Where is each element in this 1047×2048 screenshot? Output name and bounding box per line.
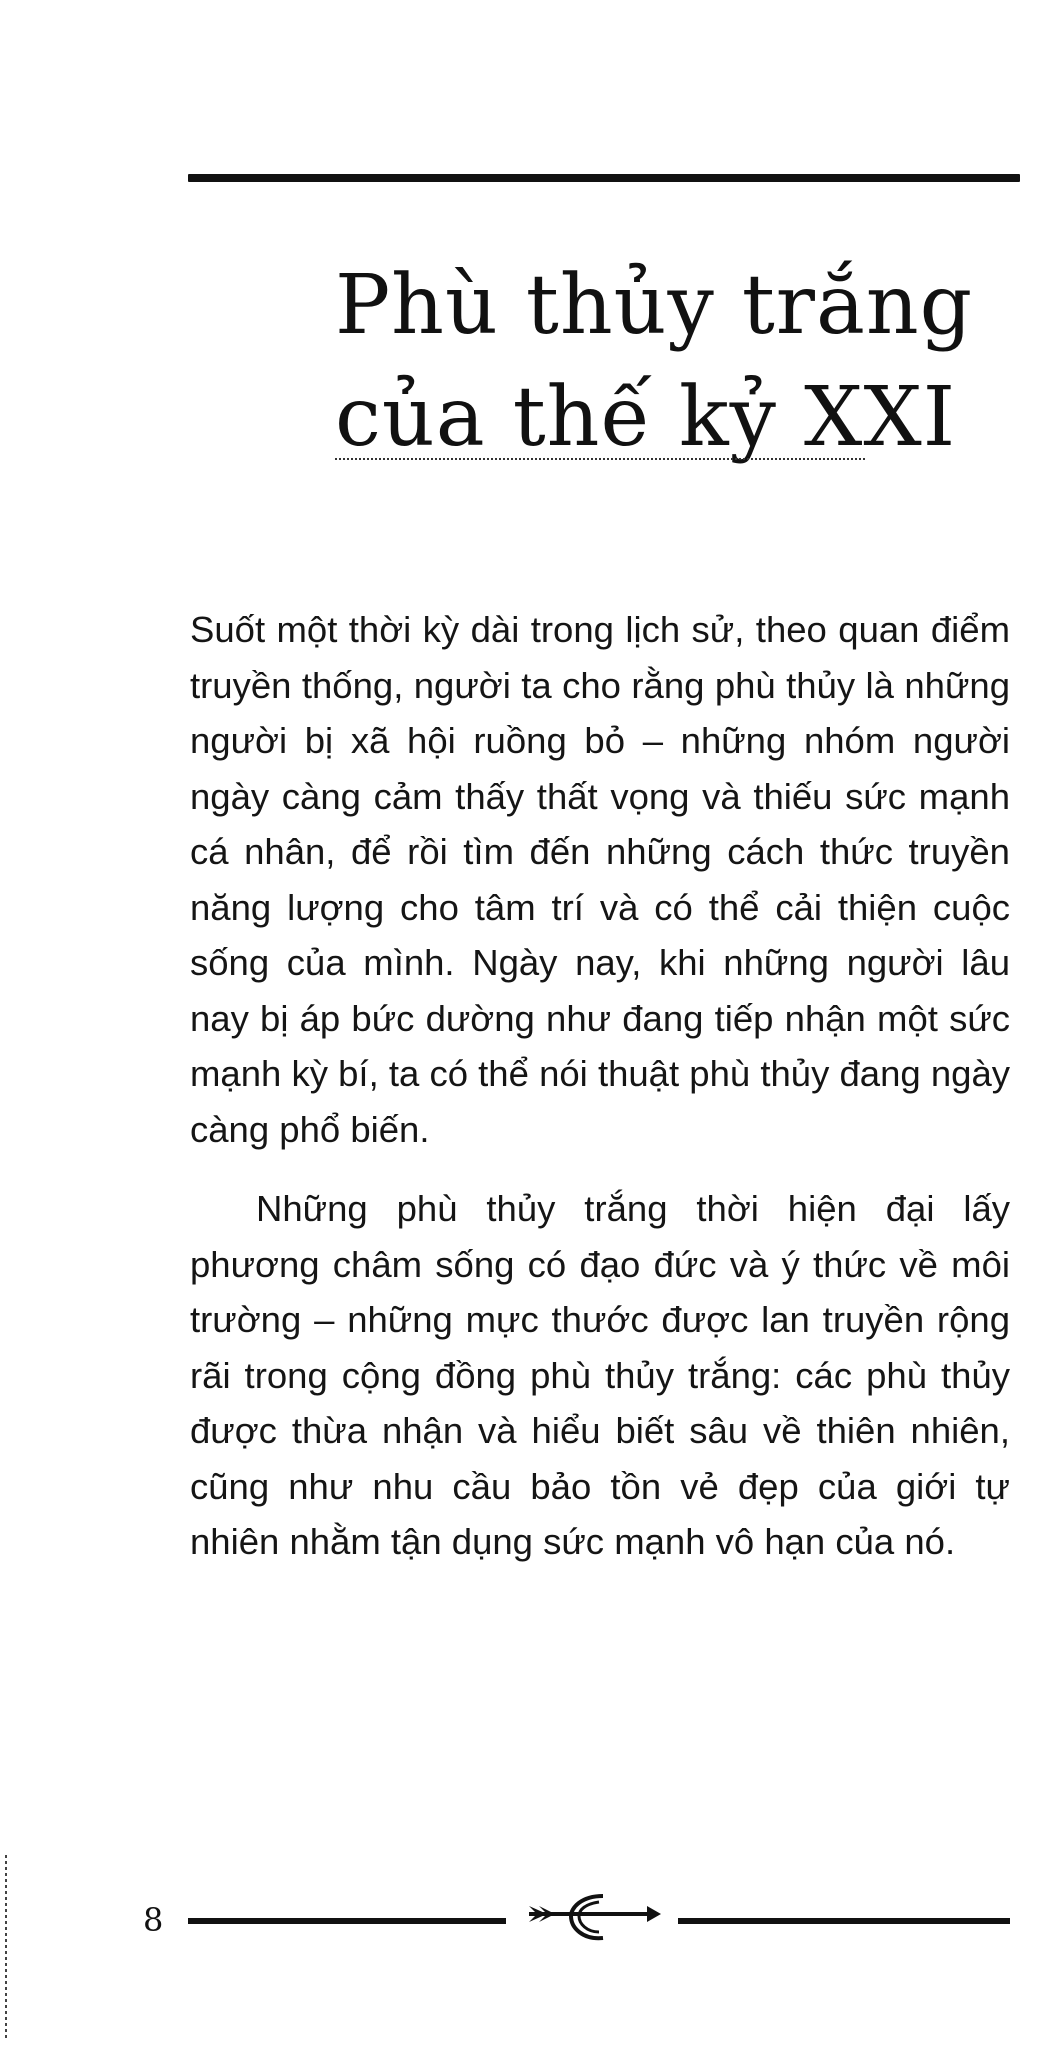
top-rule: [188, 174, 1020, 182]
page-number: 8: [143, 1901, 164, 1939]
scan-margin-marks: [2, 1855, 10, 2040]
chapter-title-line-2: của thế kỷ XXI: [335, 370, 957, 465]
chapter-title-line-1: Phù thủy trắng: [335, 258, 974, 353]
page-footer: [0, 1900, 1047, 1960]
paragraph-2: Những phù thủy trắng thời hiện đại lấy phương châm sống có đạo đức và ý thức về môi trường – những mực thước được lan truyền rộng rãi trong cộng đồng phù thủy trắng: các phù thủy được thừa nhận và hiểu biết sâu về thiên nhiên, cũng như nhu cầu bảo tồn vẻ đẹp của giới tự nhiên nhằm tận dụng sức mạnh vô hạn của nó.: [190, 1188, 1010, 1562]
footer-rule-right: [678, 1918, 1010, 1924]
paragraph-1: Suốt một thời kỳ dài trong lịch sử, theo quan điểm truyền thống, người ta cho rằng phù thủy là những người bị xã hội ruồng bỏ – những nhóm người ngày càng cảm thấy thất vọng và thiếu sức mạnh cá nhân, để rồi tìm đến những cách thức truyền năng lượng cho tâm trí và có thể cải thiện cuộc sống của mình. Ngày nay, khi những người lâu nay bị áp bức dường như đang tiếp nhận một sức mạnh kỳ bí, ta có thể nói thuật phù thủy đang ngày càng phổ biến.: [190, 609, 1010, 1150]
chapter-title: [335, 250, 974, 474]
body-text: [190, 602, 1010, 1570]
title-dotted-underline: [335, 458, 865, 460]
footer-rule-left: [188, 1918, 506, 1924]
crescent-arrow-ornament-icon: [525, 1892, 665, 1952]
